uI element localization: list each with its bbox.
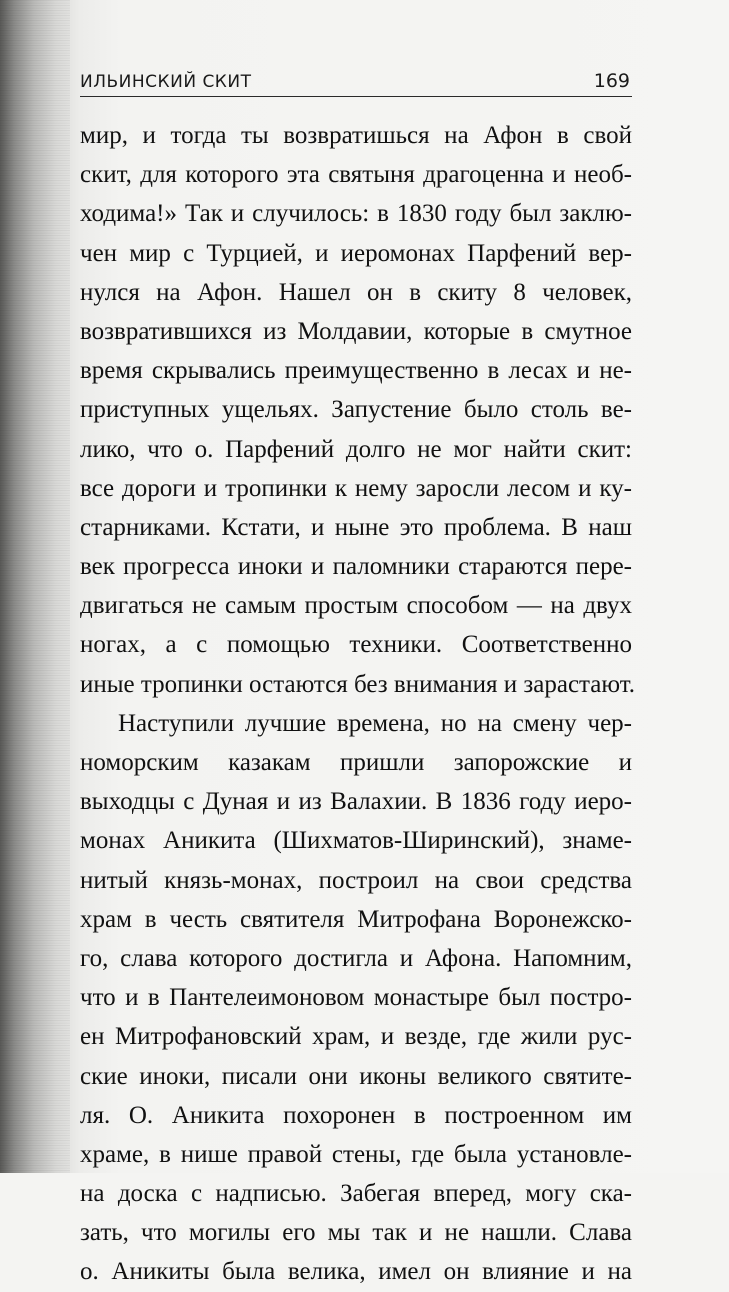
- text-line: старниками. Кстати, и ныне это проблема. В наш: [80, 513, 632, 541]
- running-head-title: ИЛЬИНСКИЙ СКИТ: [80, 72, 252, 92]
- text-line: зать, что могилы его мы так и не нашли. Слава: [80, 1219, 632, 1247]
- text-line: век прогресса иноки и паломники стараются пере-: [80, 553, 632, 581]
- text-line: номорским казакам пришли запорожские и: [80, 749, 632, 776]
- body-text: [80, 116, 636, 1292]
- text-line: все дороги и тропинки к нему заросли лесом и ку-: [80, 474, 632, 502]
- text-line: возвратившихся из Молдавии, которые в смутное: [80, 317, 632, 345]
- text-line: скит, для которого эта святыня драгоценна и необ-: [80, 161, 632, 189]
- text-line-paragraph-start: Наступили лучшие времена, но на смену чер-: [118, 709, 632, 737]
- text-line: ские иноки, писали они иконы великого святите-: [80, 1062, 632, 1090]
- text-line: ходима!» Так и случилось: в 1830 году был заклю-: [80, 200, 632, 228]
- text-line: двигаться не самым простым способом — на двух: [80, 592, 632, 620]
- page-spine-shadow: [0, 0, 70, 1173]
- text-line: иные тропинки остаются без внимания и зарастают.: [80, 670, 636, 698]
- text-line: храм в честь святителя Митрофана Воронежско-: [80, 905, 632, 933]
- text-line: выходцы с Дуная и из Валахии. В 1836 году иеро-: [80, 788, 632, 816]
- text-line: чен мир с Турцией, и иеромонах Парфений вер-: [80, 239, 632, 267]
- text-line: монах Аникита (Шихматов-Ширинский), знаме-: [80, 827, 632, 855]
- text-line: ен Митрофановский храм, и везде, где жили рус-: [80, 1023, 632, 1051]
- text-line: нитый князь-монах, построил на свои средства: [80, 866, 632, 894]
- text-line: нулся на Афон. Нашел он в скиту 8 человек,: [80, 278, 632, 306]
- page-number: 169: [593, 70, 630, 92]
- text-line: мир, и тогда ты возвратишься на Афон в свой: [80, 122, 632, 149]
- text-line: приступных ущельях. Запустение было столь ве-: [80, 396, 632, 424]
- text-line: го, слава которого достигла и Афона. Напомним,: [80, 944, 632, 972]
- text-line: о. Аникиты была велика, имел он влияние и на: [80, 1258, 632, 1286]
- text-line: что и в Пантелеимоновом монастыре был постро-: [80, 984, 632, 1012]
- text-line: на доска с надписью. Забегая вперед, могу ска-: [80, 1180, 632, 1208]
- text-line: лико, что о. Парфений долго не мог найти скит:: [80, 435, 632, 463]
- running-head: [80, 70, 632, 97]
- text-line: ногах, а с помощью техники. Соответственно: [80, 631, 632, 659]
- text-line: время скрывались преимущественно в лесах и не-: [80, 357, 632, 385]
- text-line: храме, в нише правой стены, где была установле-: [80, 1140, 632, 1168]
- text-line: ля. О. Аникита похоронен в построенном им: [80, 1101, 632, 1129]
